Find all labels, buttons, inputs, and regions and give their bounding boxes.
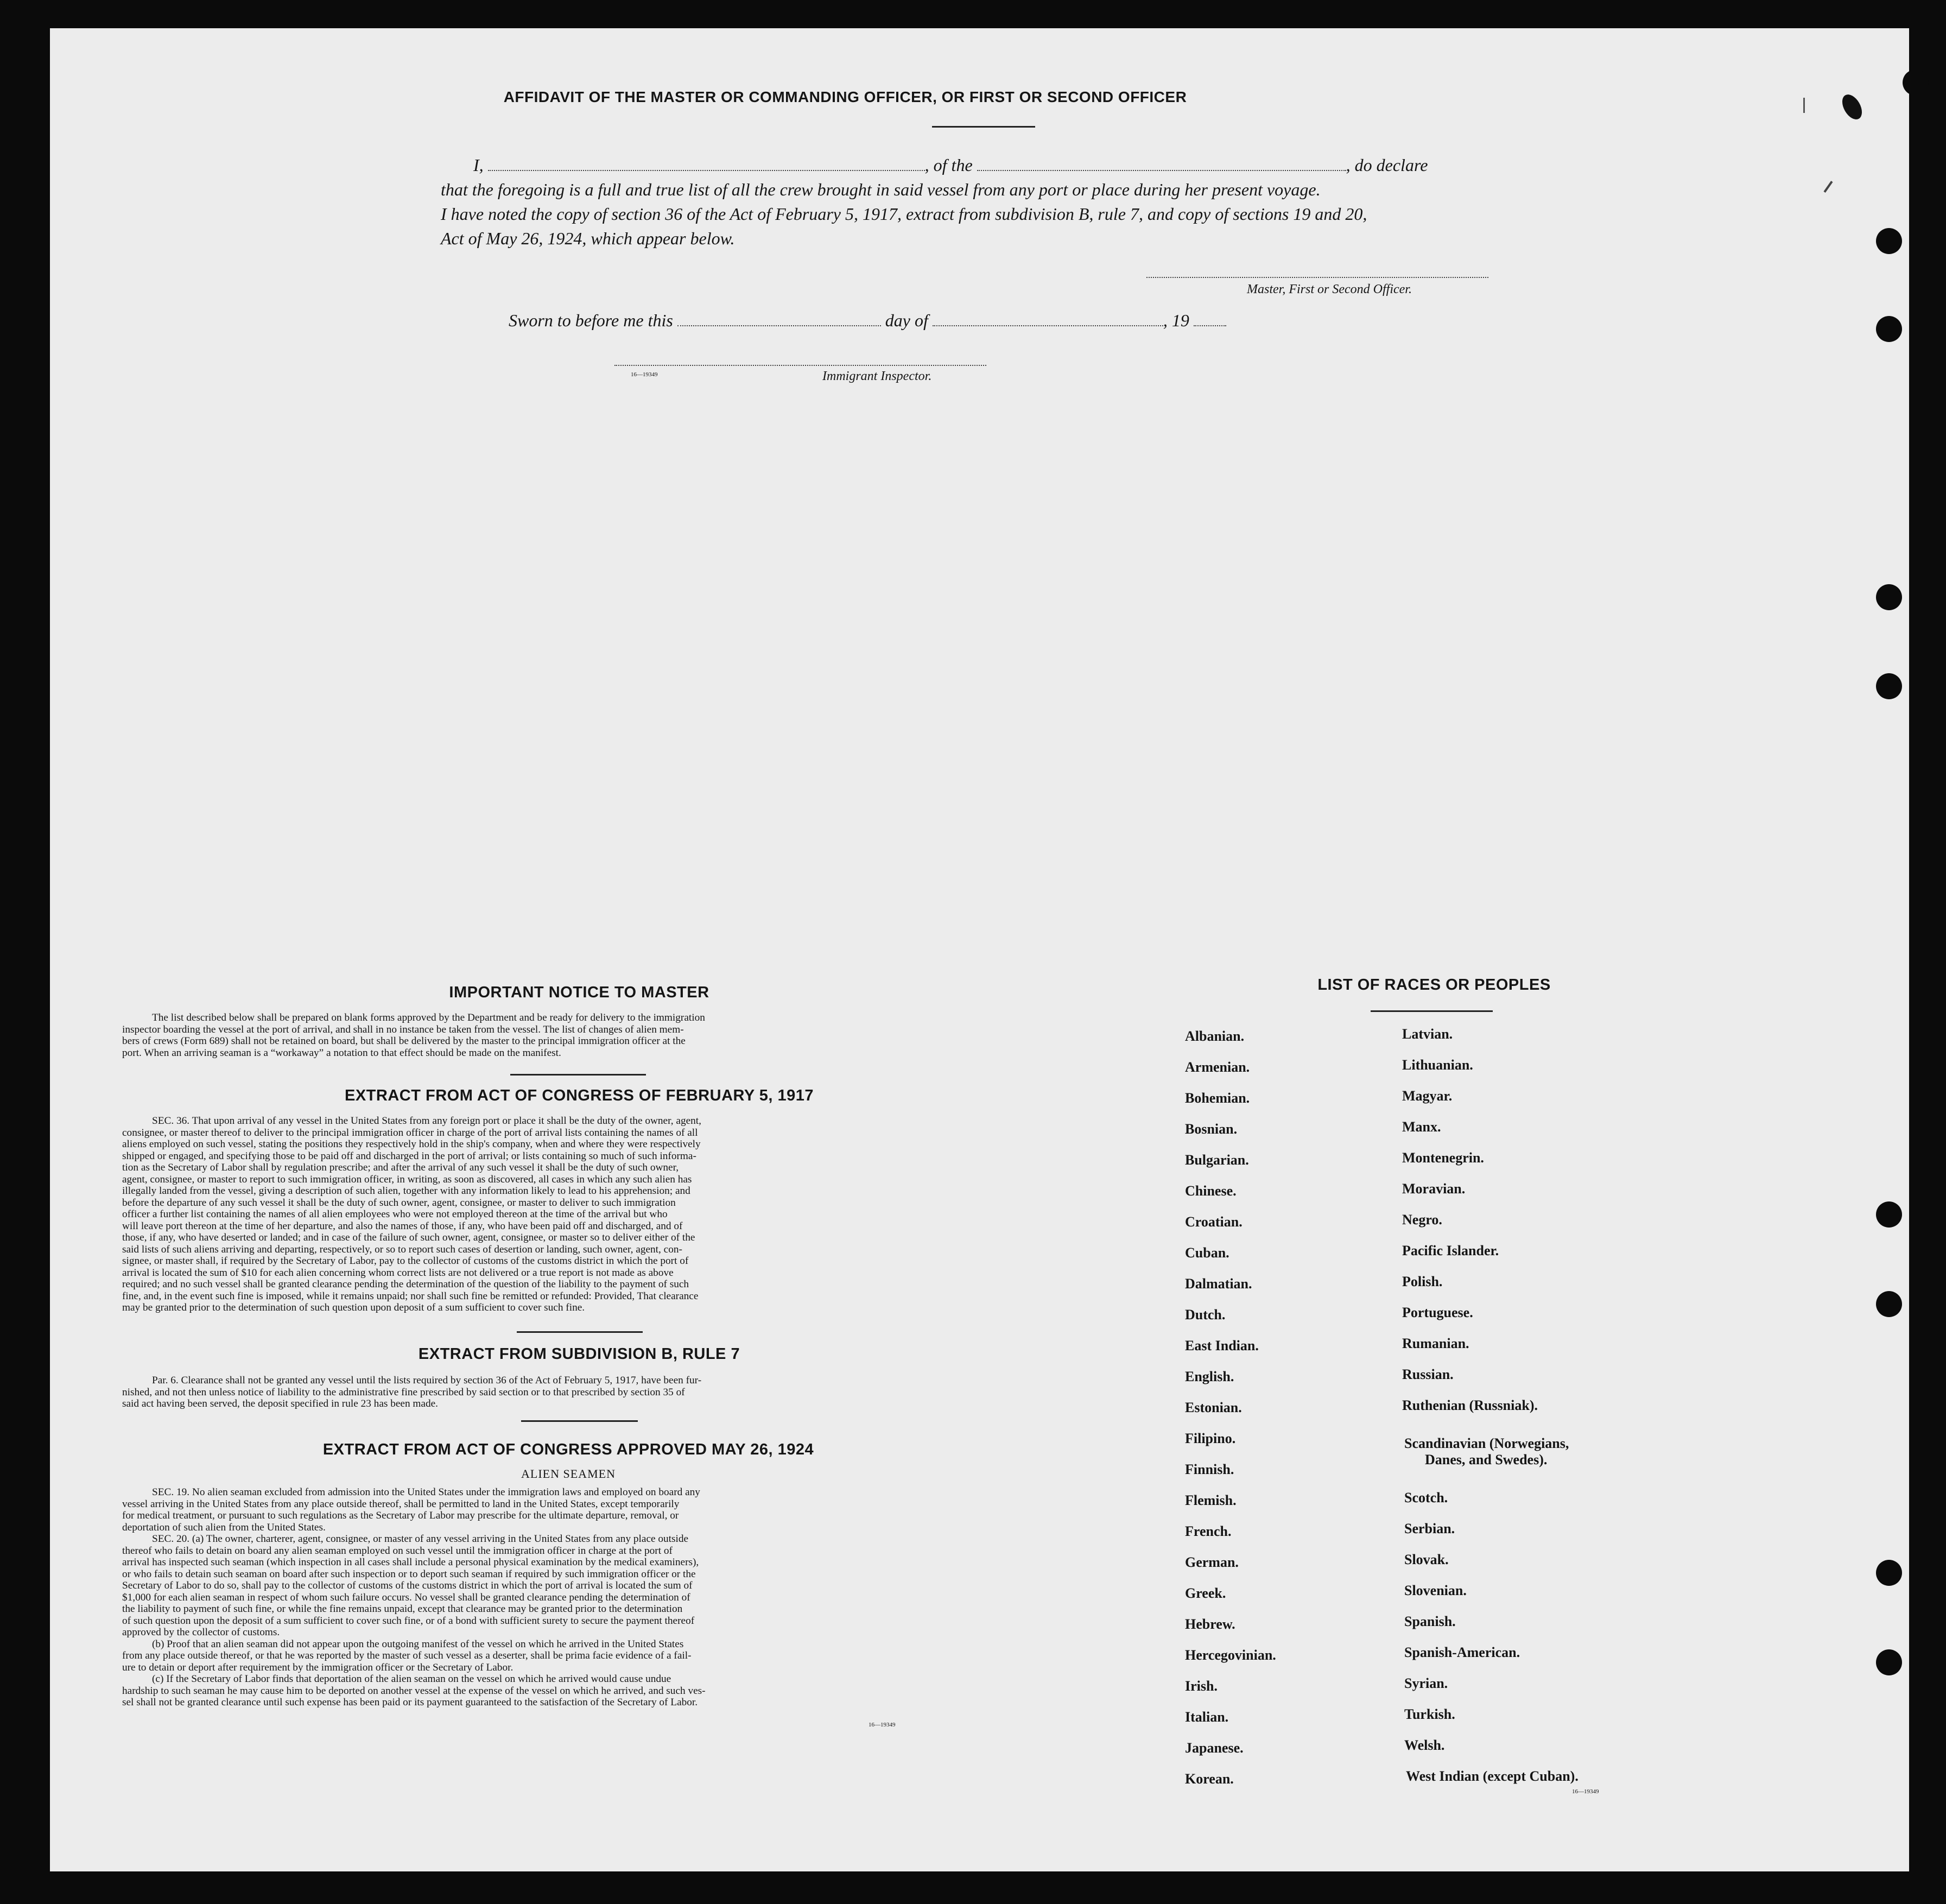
races-form-number: 16—19349	[1572, 1788, 1599, 1795]
race-left: Dutch.	[1185, 1307, 1226, 1323]
punch-hole	[1876, 1201, 1902, 1228]
affidavit-form-number: 16—19349	[631, 371, 658, 378]
day-of-label: day of	[885, 311, 928, 330]
race-left: Italian.	[1185, 1709, 1229, 1725]
master-signature-label: Master, First or Second Officer.	[1247, 282, 1412, 296]
extract-1917-line: arrival is located the sum of $10 for each alien concerning whom correct lists are not delivered or a true report is not made as above	[122, 1267, 674, 1279]
extract-1917-line: aliens employed on such vessel, stating the positions they respectively hold in the ship's company, when and where they were respectively	[122, 1138, 701, 1150]
extract-1917-line: before the departure of any such vessel it shall be the duty of such owner, agent, consignee, or master to deliver to such immigration	[122, 1197, 676, 1209]
extract-1924-line: SEC. 19. No alien seaman excluded from admission into the United States under the immigration laws and employed on board any	[152, 1486, 700, 1498]
race-left: Hebrew.	[1185, 1616, 1235, 1632]
extract-1924-line: from any place outside thereof, or that he was reported by the master of such vessel as a deserter, shall be prima facie evidence of a fail-	[122, 1650, 692, 1661]
notice-line: The list described below shall be prepared on blank forms approved by the Department and be ready for delivery to the immigration	[152, 1012, 705, 1023]
rule7-line: said act having been served, the deposit specified in rule 23 has been made.	[122, 1398, 438, 1409]
extract-1924-line: sel shall not be granted clearance until such expense has been paid or its payment guaranteed to the satisfaction of the Secretary of Labor.	[122, 1697, 698, 1708]
race-right: Slovenian.	[1404, 1583, 1467, 1598]
do-declare-label: , do declare	[1346, 155, 1428, 175]
punch-hole	[1903, 69, 1929, 96]
inspector-signature-line[interactable]	[614, 365, 986, 366]
extract-1924-line: Secretary of Labor to do so, shall pay to the collector of customs of the customs district in which the port of arrival is located the sum of	[122, 1580, 693, 1591]
declaration-line-4: Act of May 26, 1924, which appear below.	[441, 229, 735, 248]
extract-1924-line: ure to detain or deport after requirement by the immigration officer or the Secretary of Labor.	[122, 1661, 514, 1673]
i-label: I,	[473, 155, 484, 175]
race-left: Flemish.	[1185, 1492, 1237, 1508]
race-right: Spanish-American.	[1404, 1644, 1520, 1660]
race-right: Portuguese.	[1402, 1305, 1473, 1320]
punch-hole	[1876, 228, 1902, 254]
race-right: Moravian.	[1402, 1181, 1466, 1197]
rule7-line: Par. 6. Clearance shall not be granted any vessel until the lists required by section 36 of the Act of February 5, 1917, have been fur-	[152, 1375, 702, 1386]
race-right: Pacific Islander.	[1402, 1243, 1499, 1258]
race-left: Korean.	[1185, 1771, 1234, 1787]
extract-1924-line: deportation of such alien from the United States.	[122, 1521, 326, 1533]
extract-1917-line: illegally landed from the vessel, giving a description of such alien, together with any information likely to lead to his apprehension; and	[122, 1185, 690, 1197]
race-right: Rumanian.	[1402, 1336, 1469, 1351]
extract-1924-line: vessel arriving in the United States from any place outside thereof, shall be permitted to land in the United States, except temporarily	[122, 1498, 680, 1510]
extract-1917-line: will leave port thereon at the time of her departure, and also the names of those, if any, who have been paid off and discharged, and of	[122, 1220, 683, 1232]
title-divider	[932, 126, 1035, 128]
name-blank[interactable]	[488, 159, 925, 171]
extract-1917-title: EXTRACT FROM ACT OF CONGRESS OF FEBRUARY 5, 1917	[344, 1087, 814, 1104]
extract-1917-line: officer a further list containing the names of all alien employees who were not employed thereon at the time of the arrival but who	[122, 1209, 668, 1220]
extract-1924-line: approved by the collector of customs.	[122, 1627, 280, 1638]
race-right: Montenegrin.	[1402, 1150, 1484, 1166]
extract-1924-text	[122, 1486, 980, 1709]
extract-1924-line: arrival has inspected such seaman (which inspection in all cases shall include a personal physical examination by the medical examiners),	[122, 1557, 699, 1568]
race-right: Danes, and Swedes).	[1425, 1452, 1548, 1467]
affidavit-title: AFFIDAVIT OF THE MASTER OR COMMANDING OFFICER, OR FIRST OR SECOND OFFICER	[503, 88, 1187, 105]
race-right: Magyar.	[1402, 1088, 1453, 1104]
year-label: , 19	[1163, 311, 1189, 330]
race-left: Albanian.	[1185, 1028, 1245, 1044]
punch-hole	[1876, 584, 1902, 610]
extract-1917-line: consignee, or master thereof to deliver to the principal immigration officer in charge of the port of arrival lists containing the names of all	[122, 1127, 698, 1138]
of-the-label: , of the	[924, 155, 973, 175]
race-left: English.	[1185, 1369, 1234, 1384]
vessel-blank[interactable]	[977, 159, 1346, 171]
sworn-day-blank[interactable]	[677, 314, 881, 326]
extract-1924-line: (c) If the Secretary of Labor finds that deportation of the alien seaman on the vessel on which he arrived would cause undue	[152, 1673, 671, 1685]
extract-1924-line: (b) Proof that an alien seaman did not appear upon the outgoing manifest of the vessel on which he arrived in the United States	[152, 1638, 684, 1650]
punch-hole	[1876, 1291, 1902, 1317]
extract-1924-line: $1,000 for each alien seaman in respect of whom such failure occurs. No vessel shall be granted clearance pending the determination of	[122, 1591, 690, 1603]
race-right: West Indian (except Cuban).	[1406, 1768, 1579, 1784]
race-left: Bosnian.	[1185, 1121, 1238, 1137]
punch-hole	[1876, 316, 1902, 342]
race-right: Lithuanian.	[1402, 1057, 1473, 1073]
sworn-month-blank[interactable]	[933, 314, 1163, 326]
extract-1924-line: SEC. 20. (a) The owner, charterer, agent, consignee, or master of any vessel arriving in the United States from any place outside	[152, 1533, 689, 1545]
race-right: Negro.	[1402, 1212, 1442, 1228]
alien-seamen-subtitle: ALIEN SEAMEN	[521, 1467, 616, 1481]
race-left: Bohemian.	[1185, 1090, 1250, 1106]
sworn-line	[509, 311, 1226, 331]
declaration-line-3: I have noted the copy of section 36 of the Act of February 5, 1917, extract from subdivision B, rule 7, and copy of sections 19 and 20,	[441, 204, 1367, 224]
race-left: Cuban.	[1185, 1245, 1229, 1261]
extract-1924-line: or who fails to detain such seaman on board after such inspection or to deport such seaman if required by such immigration officer or the	[122, 1568, 696, 1580]
extract-1924-title: EXTRACT FROM ACT OF CONGRESS APPROVED MAY 26, 1924	[322, 1441, 814, 1458]
rule7-title: EXTRACT FROM SUBDIVISION B, RULE 7	[418, 1345, 740, 1363]
extract-1924-line: for medical treatment, or pursuant to such regulations as the Secretary of Labor may prescribe for the ultimate departure, removal, or	[122, 1510, 679, 1521]
race-left: Filipino.	[1185, 1431, 1236, 1446]
extract-1924-line: the liability to payment of such fine, or while the fine remains unpaid, except that clearance may be granted prior to the determination	[122, 1603, 683, 1615]
extract-1924-line: hardship to such seaman he may cause him to be deported on another vessel at the expense of the vessel on which he arrived, and such ves-	[122, 1685, 706, 1697]
race-left: Estonian.	[1185, 1400, 1242, 1415]
extract-1924-line: of such question upon the deposit of a sum sufficient to cover such fine, or of a bond with sufficient surety to secure the payment thereof	[122, 1615, 695, 1627]
races-divider	[1371, 1010, 1493, 1012]
race-left: East Indian.	[1185, 1338, 1259, 1353]
race-left: French.	[1185, 1523, 1232, 1539]
race-right: Manx.	[1402, 1119, 1441, 1135]
extract-1917-divider	[517, 1331, 643, 1333]
notice-form-number: 16—19349	[869, 1722, 896, 1728]
sworn-label: Sworn to before me this	[509, 311, 673, 330]
extract-1917-line: shipped or engaged, and specifying those to be paid off and discharged in the port of arrival; or lists containing so much of such informa-	[122, 1150, 696, 1162]
notice-line: bers of crews (Form 689) shall not be retained on board, but shall be delivered by the master to the principal immigration officer at the	[122, 1035, 686, 1047]
race-right: Polish.	[1402, 1274, 1443, 1289]
master-signature-line[interactable]	[1146, 277, 1488, 278]
race-left: Greek.	[1185, 1585, 1226, 1601]
race-right: Slovak.	[1404, 1552, 1449, 1567]
race-left: Croatian.	[1185, 1214, 1243, 1230]
document-page	[50, 28, 1909, 1871]
race-right: Turkish.	[1404, 1706, 1455, 1722]
race-right: Russian.	[1402, 1367, 1454, 1382]
race-right: Ruthenian (Russniak).	[1402, 1397, 1538, 1413]
race-right: Scotch.	[1404, 1490, 1448, 1506]
affidavit-declaration	[441, 153, 1570, 251]
punch-hole	[1876, 1560, 1902, 1586]
race-right: Serbian.	[1404, 1521, 1455, 1536]
race-right: Spanish.	[1404, 1614, 1456, 1629]
rule7-line: nished, and not then unless notice of liability to the administrative fine prescribed by said section or to that prescribed by section 35 of	[122, 1386, 685, 1398]
extract-1924-line: thereof who fails to detain on board any alien seaman employed on such vessel until the immigration officer in charge at the port of	[122, 1545, 673, 1557]
race-left: Finnish.	[1185, 1462, 1234, 1477]
punch-hole	[1876, 673, 1902, 699]
race-left: Dalmatian.	[1185, 1276, 1252, 1292]
declaration-line-1	[473, 153, 1570, 178]
race-left: Bulgarian.	[1185, 1152, 1249, 1168]
extract-1917-text	[122, 1115, 980, 1314]
extract-1917-line: said lists of such aliens arriving and departing, respectively, or so to report such cases of desertion or landing, such owner, agent, con-	[122, 1243, 682, 1255]
extract-1917-line: those, if any, who have deserted or landed; and in case of the failure of such owner, agent, consignee, or master so to deliver either of the	[122, 1232, 695, 1243]
sworn-year-blank[interactable]	[1194, 314, 1226, 326]
extract-1917-line: fine, and, in the event such fine is imposed, while it remains unpaid; nor shall such fine be remitted or refunded: Provided, That clearance	[122, 1290, 699, 1302]
race-left: German.	[1185, 1554, 1239, 1570]
punch-hole	[1876, 1649, 1902, 1675]
notice-line: port. When an arriving seaman is a “workaway” a notation to that effect should be made on the manifest.	[122, 1047, 561, 1059]
extract-1917-line: SEC. 36. That upon arrival of any vessel in the United States from any foreign port or place it shall be the duty of the owner, agent,	[152, 1115, 701, 1127]
pen-mark	[1823, 181, 1833, 193]
race-right: Scandinavian (Norwegians,	[1404, 1435, 1569, 1451]
extract-1917-line: signee, or master shall, if required by the Secretary of Labor, pay to the collector of customs of the customs district in which the port of	[122, 1255, 689, 1267]
notice-line: inspector boarding the vessel at the port of arrival, and shall in no instance be taken from the vessel. The list of changes of alien mem-	[122, 1023, 684, 1035]
rule7-divider	[521, 1420, 638, 1422]
extract-1917-line: may be granted prior to the determination of such question upon deposit of a sum sufficient to cover such fine.	[122, 1302, 585, 1313]
notice-title: IMPORTANT NOTICE TO MASTER	[449, 984, 709, 1001]
race-right: Syrian.	[1404, 1675, 1448, 1691]
race-right: Latvian.	[1402, 1026, 1453, 1042]
race-left: Irish.	[1185, 1678, 1218, 1694]
races-title: LIST OF RACES OR PEOPLES	[1317, 976, 1551, 994]
extract-1917-line: tion as the Secretary of Labor shall by regulation prescribe; and after the arrival of any such vessel it shall be the duty of such owner,	[122, 1162, 679, 1173]
notice-divider	[510, 1074, 646, 1076]
extract-1917-line: required; and no such vessel shall be granted clearance pending the determination of the question of the liability to the payment of such	[122, 1279, 689, 1290]
rule7-text	[122, 1375, 980, 1410]
race-left: Chinese.	[1185, 1183, 1237, 1199]
inspector-signature-label: Immigrant Inspector.	[822, 369, 932, 383]
race-left: Hercegovinian.	[1185, 1647, 1276, 1663]
race-left: Armenian.	[1185, 1059, 1250, 1075]
race-right: Welsh.	[1404, 1737, 1445, 1753]
pen-mark	[1803, 98, 1805, 113]
declaration-line-2: that the foregoing is a full and true list of all the crew brought in said vessel from any port or place during her present voyage.	[441, 180, 1321, 199]
extract-1917-line: agent, consignee, or master to report to such immigration officer, in writing, as soon as discovered, all cases in which any such alien has	[122, 1173, 692, 1185]
ink-blot	[1839, 91, 1866, 123]
notice-text	[122, 1012, 980, 1059]
race-left: Japanese.	[1185, 1740, 1244, 1756]
